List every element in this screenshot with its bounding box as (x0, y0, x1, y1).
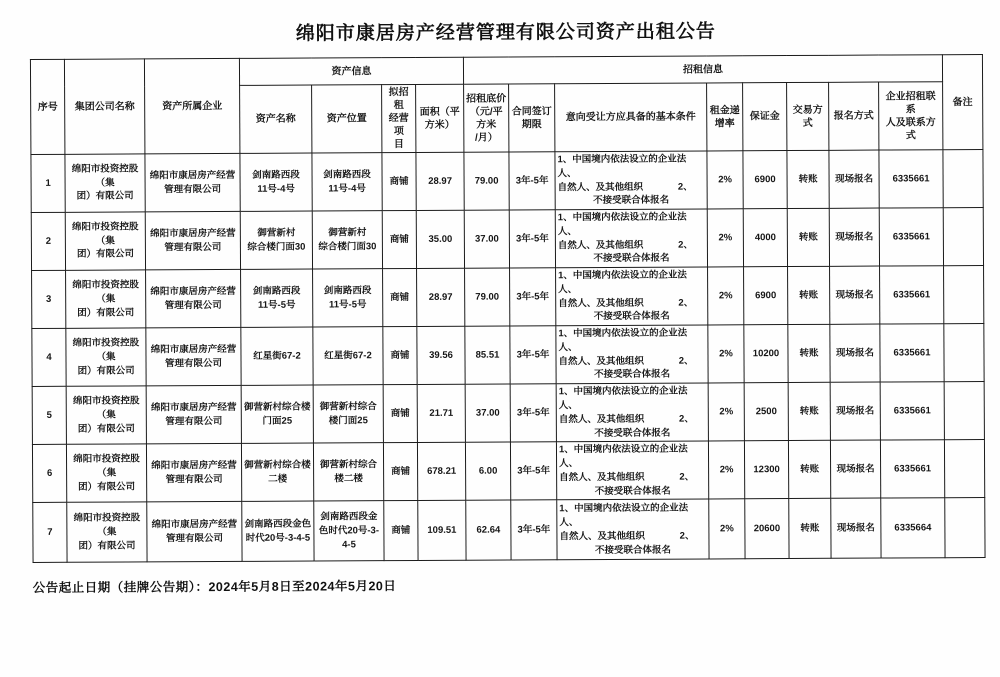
cell-asset-location: 御营新村综合 楼门面25 (313, 385, 383, 443)
col-header-asset-location: 资产位置 (312, 85, 382, 153)
cell-asset-name: 御营新村综合楼 门面25 (241, 385, 313, 443)
cell-conditions: 1、中国境内依法设立的企业法人、 自然人、及其他组织 2、 不接受联合体报名 (555, 209, 707, 268)
cell-term: 3年-5年 (509, 210, 555, 268)
announcement-document (30, 7, 985, 596)
cell-area: 35.00 (416, 210, 464, 268)
cell-trade-method: 转账 (788, 325, 830, 383)
cell-base-price: 6.00 (465, 442, 510, 500)
cell-seq: 1 (31, 154, 65, 212)
cell-business: 商铺 (382, 211, 416, 269)
group-header-asset-info: 资产信息 (239, 57, 463, 85)
table-header (30, 55, 982, 155)
cell-conditions: 1、中国境内依法设立的企业法人、 自然人、及其他组织 2、 不接受联合体报名 (555, 151, 707, 210)
cell-signup-method: 现场报名 (829, 208, 879, 266)
cell-deposit: 6900 (743, 151, 787, 209)
cell-deposit: 20600 (745, 499, 789, 559)
cell-signup-method: 现场报名 (829, 150, 879, 208)
cell-group-company: 绵阳市投资控股（集 团）有限公司 (66, 328, 146, 386)
cell-owner-company: 绵阳市康居房产经营 管理有限公司 (146, 328, 241, 387)
cell-signup-method: 现场报名 (830, 382, 880, 440)
cell-term: 3年-5年 (510, 326, 556, 384)
cell-conditions: 1、中国境内依法设立的企业法人、 自然人、及其他组织 2、 不接受联合体报名 (556, 441, 708, 500)
cell-group-company: 绵阳市投资控股（集 团）有限公司 (66, 270, 146, 328)
cell-area: 678.21 (417, 443, 465, 501)
col-header-term: 合同签订 期限 (509, 84, 555, 152)
cell-conditions: 1、中国境内依法设立的企业法人、 自然人、及其他组织 2、 不接受联合体报名 (556, 325, 708, 384)
group-header-rent-info: 招租信息 (463, 55, 942, 85)
cell-contact: 6335661 (880, 324, 944, 382)
cell-asset-name: 红星街67-2 (241, 327, 313, 385)
cell-asset-location: 剑南路西段金 色时代20号-3- 4-5 (314, 501, 384, 561)
cell-base-price: 37.00 (464, 210, 509, 268)
cell-trade-method: 转账 (788, 441, 830, 499)
col-header-rent-increase: 租金递 增率 (707, 83, 743, 151)
cell-seq: 6 (32, 445, 66, 503)
cell-remark (944, 382, 984, 440)
col-header-area: 面积（平 方米） (416, 84, 464, 152)
cell-rent-increase: 2% (708, 441, 744, 499)
cell-asset-location: 御营新村综合 楼二楼 (313, 443, 383, 501)
announcement-period-note: 公告起止日期（挂牌公告期）：2024年5月8日至2024年5月20日 (32, 579, 397, 596)
cell-signup-method: 现场报名 (830, 266, 880, 324)
cell-business: 商铺 (383, 269, 417, 327)
cell-trade-method: 转账 (788, 266, 830, 324)
cell-signup-method: 现场报名 (830, 440, 880, 498)
cell-rent-increase: 2% (709, 499, 745, 559)
announcement-table-body (31, 150, 985, 563)
cell-contact: 6335661 (880, 440, 944, 498)
cell-base-price: 37.00 (465, 384, 510, 442)
cell-conditions: 1、中国境内依法设立的企业法人、 自然人、及其他组织 2、 不接受联合体报名 (556, 383, 708, 442)
cell-trade-method: 转账 (787, 208, 829, 266)
cell-trade-method: 转账 (788, 383, 830, 441)
cell-contact: 6335661 (879, 150, 943, 208)
cell-owner-company: 绵阳市康居房产经营 管理有限公司 (145, 153, 240, 212)
cell-remark (944, 440, 984, 498)
cell-rent-increase: 2% (707, 209, 743, 267)
cell-seq: 3 (32, 270, 66, 328)
col-header-seq: 序号 (30, 59, 64, 154)
cell-seq: 2 (31, 212, 65, 270)
cell-business: 商铺 (384, 501, 418, 561)
col-header-conditions: 意向受让方应具备的基本条件 (555, 83, 707, 152)
cell-conditions: 1、中国境内依法设立的企业法人、 自然人、及其他组织 2、 不接受联合体报名 (557, 499, 709, 560)
table-row (32, 324, 984, 387)
cell-business: 商铺 (382, 152, 416, 210)
cell-owner-company: 绵阳市康居房产经营 管理有限公司 (147, 502, 242, 562)
cell-deposit: 2500 (744, 383, 788, 441)
cell-owner-company: 绵阳市康居房产经营 管理有限公司 (145, 211, 240, 270)
col-header-signup-method: 报名方式 (829, 82, 879, 150)
cell-asset-name: 剑南路西段 11号-5号 (241, 269, 313, 327)
cell-remark (943, 208, 983, 266)
cell-owner-company: 绵阳市康居房产经营 管理有限公司 (146, 386, 241, 445)
cell-deposit: 6900 (744, 267, 788, 325)
cell-term: 3年-5年 (509, 152, 555, 210)
cell-seq: 7 (33, 503, 67, 563)
cell-rent-increase: 2% (707, 151, 743, 209)
table-row (32, 382, 984, 445)
cell-remark (943, 150, 983, 208)
table-row (33, 498, 985, 563)
cell-contact: 6335661 (880, 382, 944, 440)
cell-seq: 4 (32, 329, 66, 387)
cell-area: 109.51 (418, 501, 466, 561)
cell-deposit: 12300 (744, 441, 788, 499)
cell-group-company: 绵阳市投资控股（集 团）有限公司 (65, 212, 145, 270)
col-header-deposit: 保证金 (743, 83, 787, 151)
cell-asset-location: 红星街67-2 (313, 327, 383, 385)
cell-term: 3年-5年 (510, 442, 556, 500)
cell-asset-name: 剑南路西段 11号-4号 (240, 153, 312, 211)
cell-signup-method: 现场报名 (830, 324, 880, 382)
cell-business: 商铺 (383, 385, 417, 443)
cell-asset-name: 御营新村综合楼 二楼 (241, 443, 313, 501)
cell-business: 商铺 (383, 327, 417, 385)
cell-business: 商铺 (383, 443, 417, 501)
cell-rent-increase: 2% (708, 267, 744, 325)
cell-term: 3年-5年 (510, 384, 556, 442)
cell-rent-increase: 2% (708, 383, 744, 441)
asset-rental-table (30, 54, 986, 563)
col-header-business: 拟招租 经营项 目 (382, 84, 416, 152)
cell-area: 39.56 (417, 326, 465, 384)
cell-area: 28.97 (417, 268, 465, 326)
cell-remark (945, 498, 985, 558)
cell-term: 3年-5年 (511, 500, 557, 560)
cell-area: 21.71 (417, 384, 465, 442)
cell-rent-increase: 2% (708, 325, 744, 383)
col-header-trade-method: 交易方式 (787, 82, 829, 150)
table-row (31, 208, 983, 271)
cell-deposit: 4000 (743, 209, 787, 267)
cell-base-price: 79.00 (464, 152, 509, 210)
cell-trade-method: 转账 (787, 150, 829, 208)
cell-base-price: 85.51 (465, 326, 510, 384)
cell-seq: 5 (32, 387, 66, 445)
cell-conditions: 1、中国境内依法设立的企业法人、 自然人、及其他组织 2、 不接受联合体报名 (556, 267, 708, 326)
cell-remark (944, 266, 984, 324)
cell-area: 28.97 (416, 152, 464, 210)
col-header-contact: 企业招租联系 人及联系方式 (879, 82, 943, 150)
cell-group-company: 绵阳市投资控股（集 团）有限公司 (66, 386, 146, 444)
cell-base-price: 79.00 (465, 268, 510, 326)
table-row (32, 266, 984, 329)
cell-signup-method: 现场报名 (831, 498, 881, 558)
cell-trade-method: 转账 (789, 499, 831, 559)
cell-contact: 6335661 (879, 208, 943, 266)
cell-group-company: 绵阳市投资控股（集 团）有限公司 (66, 444, 146, 502)
col-header-group-company: 集团公司名称 (64, 59, 144, 154)
cell-contact: 6335664 (881, 498, 945, 558)
cell-asset-location: 剑南路西段 11号-4号 (312, 153, 382, 211)
col-header-asset-name: 资产名称 (240, 85, 312, 153)
col-header-base-price: 招租底价 （元/平 方米 /月） (464, 84, 509, 152)
cell-owner-company: 绵阳市康居房产经营 管理有限公司 (146, 444, 241, 503)
cell-asset-location: 御营新村 综合楼门面30 (312, 211, 382, 269)
cell-deposit: 10200 (744, 325, 788, 383)
cell-owner-company: 绵阳市康居房产经营 管理有限公司 (146, 270, 241, 329)
cell-base-price: 62.64 (466, 500, 511, 560)
cell-term: 3年-5年 (510, 268, 556, 326)
cell-group-company: 绵阳市投资控股（集 团）有限公司 (65, 154, 145, 212)
cell-asset-name: 御营新村 综合楼门面30 (240, 211, 312, 269)
page-title: 绵阳市康居房产经营管理有限公司资产出租公告 (295, 21, 716, 45)
table-row (31, 150, 983, 213)
cell-remark (944, 324, 984, 382)
col-header-remark: 备注 (942, 55, 982, 150)
table-row (32, 440, 984, 503)
col-header-owner-company: 资产所属企业 (144, 58, 239, 153)
cell-group-company: 绵阳市投资控股（集 团）有限公司 (67, 502, 147, 562)
cell-asset-name: 剑南路西段金色 时代20号-3-4-5 (242, 501, 314, 561)
cell-asset-location: 剑南路西段 11号-5号 (313, 269, 383, 327)
cell-contact: 6335661 (880, 266, 944, 324)
